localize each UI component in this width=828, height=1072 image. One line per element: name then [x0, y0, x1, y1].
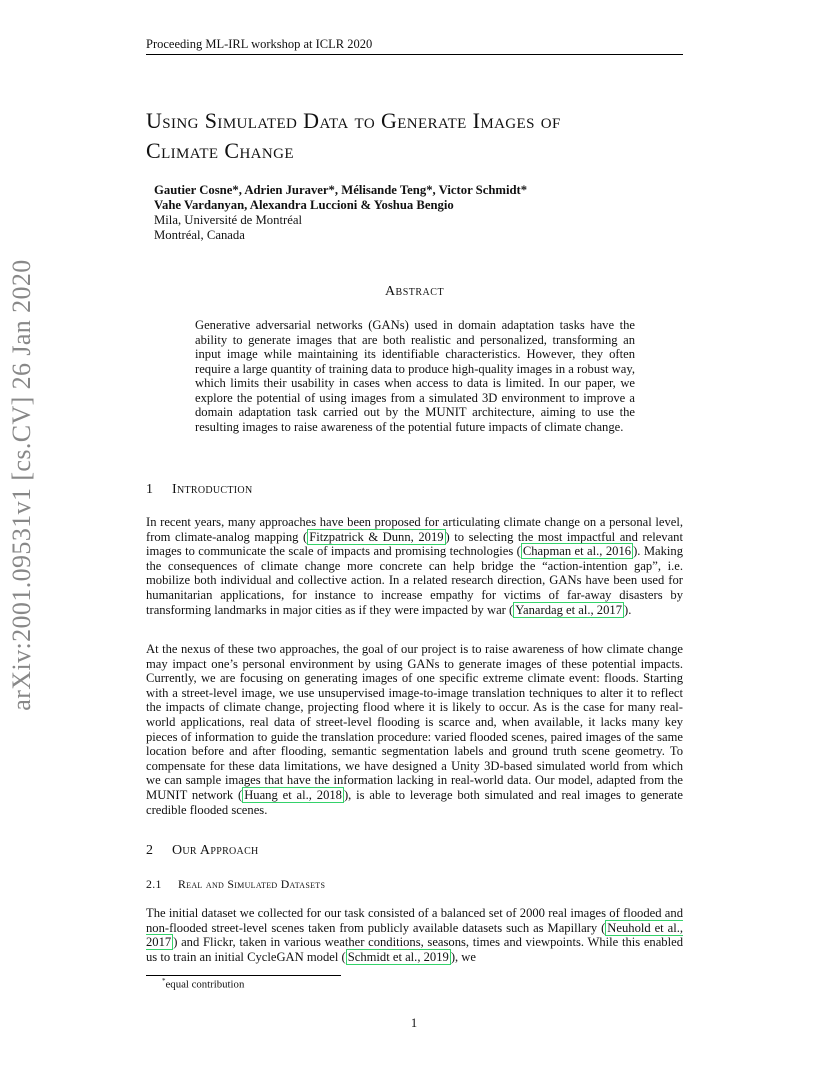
text-run: At the nexus of these two approaches, the goal of our project is to raise awareness of how climate change may impact one’s personal environment by using GANs to generate images of these potential impacts. Currently, we are focusing on generating images of one specific extreme climate event: floods. Starting with a street-level image, we use unsupervised image-to-image translation techniques to alter it to reflect the impacts of climate change, projecting flood where it is likely to occur. As is the case for many real-world applications, real data of street-level flooding is scarce and, when available, it lacks many key pieces of information to guide the translation procedure: varied flooded scenes, paired images of the same location before and after flooding, semantic segmentation labels and ground truth scene geometry. To compensate for these data limitations, we have designed a Unity 3D-based simulated world from which we can sample images that have the information lacking in real-world data. Our model, adapted from the MUNIT network ( — [146, 642, 683, 802]
running-header: Proceeding ML-IRL workshop at ICLR 2020 — [146, 37, 373, 51]
approach-paragraph — [146, 906, 683, 964]
footnote — [162, 977, 244, 991]
section-1-heading — [146, 482, 252, 498]
abstract-text: Generative adversarial networks (GANs) used in domain adaptation tasks have the ability to generate images that are both realistic and personalized, transforming an input image while maintaining its identifiable characteristics. However, they often require a large quantity of training data to produce high-quality images in a robust way, which limits their usability in cases when access to data is limited. In our paper, we explore the potential of using images from a simulated 3D environment to improve a domain adaptation task carried out by the MUNIT architecture, aiming to use the resulting images to raise awareness of the potential future impacts of climate change. — [195, 318, 635, 434]
citation-link[interactable]: Chapman et al., 2016 — [522, 544, 632, 559]
intro-paragraph-2 — [146, 642, 683, 817]
text-run: In recent years, many approaches have been proposed for articulating climate change on a personal level, from climate-analog mapping ( — [146, 515, 683, 544]
citation-link[interactable]: Huang et al., 2018 — [244, 787, 342, 802]
citation-link[interactable]: Neuhold et al., 2017 — [146, 920, 683, 950]
text-run: ) and Flickr, taken in various weather conditions, seasons, times and viewpoints. While this enabled us to train an initial CycleGAN model ( — [146, 935, 683, 964]
citation-link[interactable]: Yanardag et al., 2017 — [515, 602, 622, 617]
section-title: Our Approach — [172, 843, 259, 858]
header-rule — [146, 54, 683, 55]
arxiv-stamp-text: arXiv:2001.09531v1 [cs.CV] 26 Jan 2020 — [7, 259, 36, 711]
footnote-text: equal contribution — [165, 978, 245, 991]
author-line-2: Vahe Vardanyan, Alexandra Luccioni & Yoshua Bengio — [154, 198, 454, 212]
subsection-number: 2.1 — [146, 877, 162, 891]
text-run: ), we — [450, 949, 476, 964]
text-run: ) to selecting the most impactful and relevant images to communicate the scale of impacts and promising technologies ( — [146, 529, 683, 559]
paper-title — [146, 106, 706, 166]
section-number: 2 — [146, 843, 154, 858]
citation-link[interactable]: Fitzpatrick & Dunn, 2019 — [309, 529, 444, 544]
footnote-rule — [146, 975, 341, 976]
author-block — [154, 183, 527, 243]
subsection-title: Real and Simulated Datasets — [178, 877, 326, 891]
text-run: The initial dataset we collected for our task consisted of a balanced set of 2000 real images of flooded and non-flooded street-level scenes taken from publicly available datasets such as Mapillary ( — [146, 906, 683, 935]
intro-paragraph-1 — [146, 515, 683, 617]
section-2-heading — [146, 843, 259, 859]
text-run: ). Making the consequences of climate change more concrete can help bridge the “action-intention gap”, i.e. mobilize both individual and collective action. In a related research direction, GANs have been used for humanitarian applications, for instance to increase empathy for victims of far-away disasters by transforming landmarks in major cities as if they were impacted by war ( — [146, 544, 684, 617]
abstract-heading: Abstract — [384, 284, 445, 299]
author-line-1: Gautier Cosne*, Adrien Juraver*, Mélisande Teng*, Victor Schmidt* — [154, 183, 528, 197]
subsection-2-1-heading — [146, 877, 325, 892]
text-run: ), is able to leverage both simulated and real images to generate credible flooded scenes. — [146, 787, 683, 817]
page-number: 1 — [410, 1016, 418, 1030]
title-line-1: Using Simulated Data to Generate Images of — [146, 108, 561, 133]
footnote-mark: * — [162, 977, 166, 985]
location: Montréal, Canada — [154, 228, 245, 242]
section-number: 1 — [146, 482, 154, 497]
affiliation: Mila, Université de Montréal — [154, 213, 302, 227]
text-run: ). — [624, 602, 632, 617]
section-title: Introduction — [172, 482, 253, 497]
citation-link[interactable]: Schmidt et al., 2019 — [347, 949, 449, 964]
title-line-2: Climate Change — [146, 138, 294, 163]
